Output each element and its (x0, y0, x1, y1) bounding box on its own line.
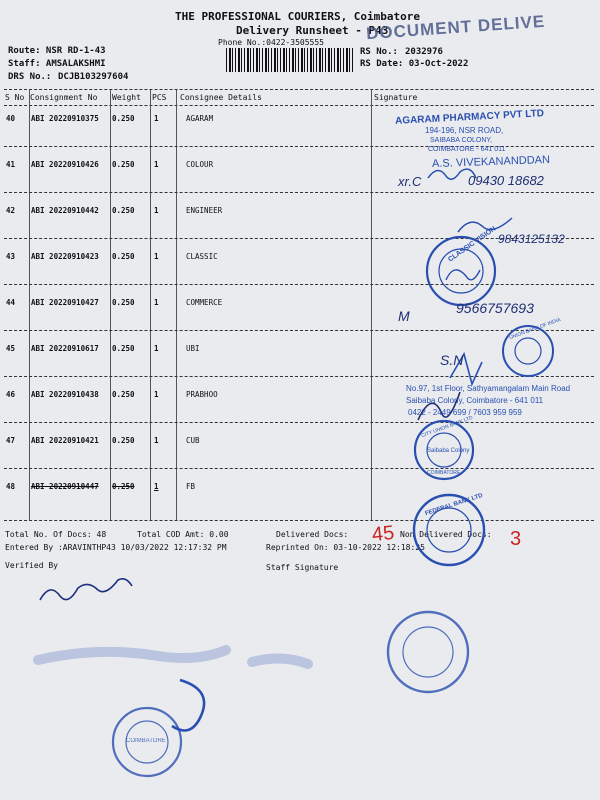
ubi-stamp: UNION BANK OF INDIA (508, 316, 562, 342)
prabhoo-stamp-line1: No.97, 1st Floor, Sathyamangalam Main Road (406, 384, 571, 393)
verified-by: Verified By (5, 561, 58, 570)
agaram-stamp-name: AGARAM PHARMACY PVT LTD (394, 108, 545, 127)
federal-bank-stamp: FEDERAL BANK LTD (424, 492, 484, 518)
company-title: THE PROFESSIONAL COURIERS, Coimbatore (175, 10, 421, 23)
handwritten-phone-3: 9566757693 (456, 300, 534, 316)
rs-no-label: RS No.: (360, 47, 398, 57)
non-delivered-docs: Non Delivered Docs: (400, 530, 492, 539)
route: Route: NSR RD-1-43 (8, 46, 106, 56)
total-cod: Total COD Amt: 0.00 (137, 530, 229, 539)
prabhoo-stamp-line2: Saibaba Colony, Coimbatore - 641 011 (406, 396, 544, 405)
drs-number: DCJB103297604 (58, 72, 129, 82)
col-consignee: Consignee Details (180, 93, 262, 102)
handwritten-delivered-count: 45 (370, 521, 396, 547)
reprinted-on: Reprinted On: 03-10-2022 12:18:25 (266, 543, 425, 552)
handwritten-initials-2: M (398, 308, 410, 324)
cub-stamp-bottom: COIMBATORE (427, 470, 461, 476)
classic-vision-stamp: CLASSIC VISION (447, 225, 498, 264)
handwritten-phone-1: 09430 18682 (468, 173, 544, 188)
agaram-stamp-person: A.S. VIVEKANANDDAN (431, 153, 551, 171)
prabhoo-stamp-line3: 0422 - 2449 699 / 7603 959 959 (408, 408, 522, 417)
cub-stamp-mid: Saibaba Colony (427, 448, 470, 454)
runsheet-title: Delivery Runsheet - P43 (236, 24, 389, 37)
total-docs: Total No. Of Docs: 48 (5, 530, 107, 539)
col-sno: S No (5, 93, 25, 102)
staff-signature-label: Staff Signature (266, 563, 339, 572)
staff: Staff: AMSALAKSHMI (8, 59, 106, 69)
col-consignment: Consignment No (30, 93, 98, 102)
phone-number: Phone No.:0422-3505555 (218, 38, 324, 47)
delivered-docs: Delivered Docs: (276, 530, 349, 539)
handwritten-not-delivered-count: 3 (510, 528, 522, 550)
entered-by: Entered By :ARAVINTHP43 10/03/2022 12:17:32 PM (5, 543, 227, 552)
document-delivered-stamp: DOCUMENT DELIVE (365, 11, 546, 44)
agaram-stamp-address1: 194-196, NSR ROAD, (425, 126, 504, 135)
col-signature: Signature (374, 93, 418, 102)
runsheet-document: THE PROFESSIONAL COURIERS, Coimbatore Delivery Runsheet - P43 Phone No.:0422-3505555 DOCUMENT DELIVE Route: NSR RD-1-43 Staff: AMSALAKSHMI DRS No.: DCJB103297604 RS No.: 2032976 RS Date: 03-Oct-2022 S No Consignment No Weight PCS Consignee Details Signature 40 ABI 20220910375 0.250 1 AGARAM 41 ABI 20220910426 0.250 1 COLOUR 42 ABI 20220910442 0.250 1 ENGINEER 43 ABI 20220910423 0.250 1 CLASSIC 44 ABI 20220910427 0.250 1 COMMERCE 45 ABI 20220910617 0.250 1 UBI 46 ABI 20220910438 0.250 1 PRABHOO 47 ABI 20220910421 0.250 1 CUB 48 ABI 20220910447 0.250 1 FB Total No. Of Docs: 48 Total COD Amt: 0.00 Delivered Docs: Non Delivered Docs: Entered By :ARAVINTHP43 10/03/2022 12:17:32 PM Reprinted On: 03-10-2022 12:18:25 Verified By Staff Signature 45 3 AGARAM PHARMACY PVT LTD 194-196, NSR ROAD, SAIBABA COLONY, COIMBATORE - 641 011 A.S. VIVEKANANDDAN xr.C 09430 18682 9843125132 CLASSIC VISION M 9566757693 UNION BANK OF INDIA S.N No.97, 1st Floor, Sathyamangalam Main Road Saibaba Colony, Coimbatore - 641 011 0422 - 2449 699 / 7603 959 959 CITY UNION BANK LTD Saibaba Colony COIMBATORE FEDERAL BANK LTD COIMBATORE (0, 0, 600, 800)
agaram-stamp-address3: COIMBATORE - 641 011 (428, 146, 506, 153)
handwritten-initials-1: xr.C (398, 174, 422, 189)
rs-date: RS Date: 03-Oct-2022 (360, 59, 469, 69)
handwritten-phone-2: 9843125132 (498, 232, 565, 246)
col-weight: Weight (112, 93, 141, 102)
agaram-stamp-address2: SAIBABA COLONY, (430, 137, 493, 144)
cub-stamp-top: CITY UNION BANK LTD (420, 414, 474, 440)
bottom-left-stamp: COIMBATORE (126, 738, 166, 744)
rs-number: 2032976 (405, 47, 443, 57)
handwritten-initials-3: S.N (440, 352, 464, 368)
drs-label: DRS No.: (8, 72, 52, 82)
col-pcs: PCS (152, 93, 167, 102)
